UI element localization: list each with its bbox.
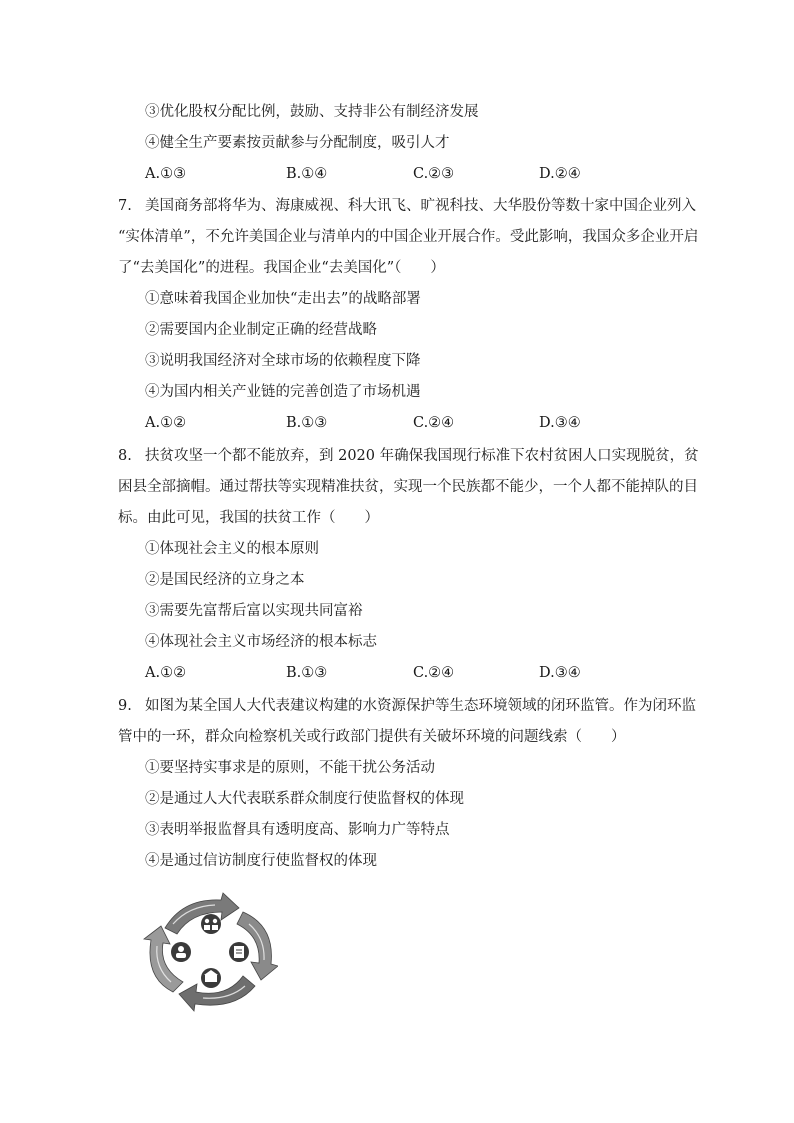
q9-stem-line-1: 9. 如图为某全国人大代表建议构建的水资源保护等生态环境领域的闭环监管。作为闭环监 — [118, 698, 696, 714]
q7-item-3: ③说明我国经济对全球市场的依赖程度下降 — [145, 353, 421, 369]
q8-option-b: B.①③ — [286, 665, 328, 681]
q8-stem-line-1: 8. 扶贫攻坚一个都不能放弃，到 2020 年确保我国现行标准下农村贫困人口实现脱贫，贫 — [118, 448, 699, 464]
q8-option-c: C.②④ — [413, 665, 455, 681]
q7-stem-line-3: 了“去美国化”的进程。我国企业“去美国化”（ ） — [118, 260, 445, 276]
q9-number: 9. — [118, 698, 132, 714]
q8-item-2: ②是国民经济的立身之本 — [145, 572, 305, 588]
q9-item-2: ②是通过人大代表联系群众制度行使监督权的体现 — [145, 791, 464, 807]
q7-stem-line-1: 7. 美国商务部将华为、海康威视、科大讯飞、旷视科技、大华股份等数十家中国企业列入 — [118, 198, 696, 214]
q6-item-4: ④健全生产要素按贡献参与分配制度，吸引人才 — [145, 135, 450, 151]
q9-stem-line-2: 管中的一环，群众向检察机关或行政部门提供有关破坏环境的问题线索（ ） — [118, 729, 626, 745]
q7-number: 7. — [118, 198, 132, 214]
q6-option-a: A.①③ — [145, 166, 187, 182]
q6-item-3: ③优化股权分配比例，鼓励、支持非公有制经济发展 — [145, 104, 479, 120]
q9-item-4: ④是通过信访制度行使监督权的体现 — [145, 853, 377, 869]
q7-option-c: C.②④ — [413, 415, 455, 431]
q7-item-4: ④为国内相关产业链的完善创造了市场机遇 — [145, 384, 421, 400]
closed-loop-supervision-diagram — [143, 890, 278, 1012]
q9-item-3: ③表明举报监督具有透明度高、影响力广等特点 — [145, 822, 450, 838]
q8-stem-line-2: 困县全部摘帽。通过帮扶等实现精准扶贫，实现一个民族都不能少，一个人都不能掉队的目 — [118, 479, 698, 495]
q7-item-1: ①意味着我国企业加快“走出去”的战略部署 — [145, 291, 421, 307]
q7-stem-line-2: “实体清单”，不允许美国企业与清单内的中国企业开展合作。受此影响，我国众多企业开启 — [118, 229, 699, 245]
q8-number: 8. — [118, 448, 132, 464]
q8-stem-line-3: 标。由此可见，我国的扶贫工作（ ） — [118, 510, 379, 526]
q8-item-3: ③需要先富帮后富以实现共同富裕 — [145, 603, 363, 619]
q6-option-d: D.②④ — [539, 166, 581, 182]
q7-option-d: D.③④ — [539, 415, 581, 431]
q8-item-4: ④体现社会主义市场经济的根本标志 — [145, 634, 377, 650]
q8-option-d: D.③④ — [539, 665, 581, 681]
q8-option-a: A.①② — [145, 665, 187, 681]
q7-option-a: A.①② — [145, 415, 187, 431]
q6-option-c: C.②③ — [413, 166, 455, 182]
q7-item-2: ②需要国内企业制定正确的经营战略 — [145, 322, 377, 338]
people-icon — [201, 914, 221, 934]
q6-option-b: B.①④ — [286, 166, 328, 182]
q9-item-1: ①要坚持实事求是的原则，不能干扰公务活动 — [145, 760, 435, 776]
q8-item-1: ①体现社会主义的根本原则 — [145, 541, 319, 557]
q7-option-b: B.①③ — [286, 415, 328, 431]
